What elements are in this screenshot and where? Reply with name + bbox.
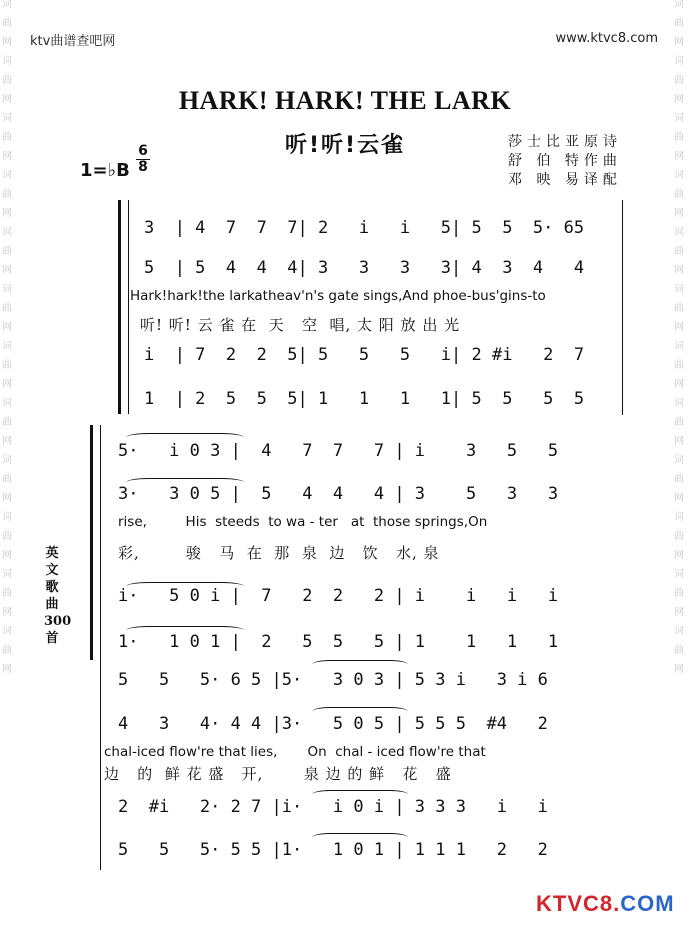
watermark-glyph: 词 — [674, 227, 684, 238]
watermark-glyph: 网 — [674, 37, 684, 48]
watermark-glyph: 词 — [674, 626, 684, 637]
watermark-glyph: 网 — [674, 151, 684, 162]
watermark-glyph: 曲 — [674, 531, 684, 542]
watermark-left — [2, 0, 16, 943]
watermark-glyph: 曲 — [674, 75, 684, 86]
watermark-glyph: 曲 — [2, 246, 12, 257]
watermark-glyph: 曲 — [2, 75, 12, 86]
system1-part2: 5 | 5 4 4 4| 3 3 3 3| 4 3 4 4 — [144, 258, 585, 278]
watermark-glyph: 曲 — [674, 132, 684, 143]
watermark-glyph: 网 — [2, 151, 12, 162]
system3-part4: 5 5 5· 5 5 |1· 1 0 1 | 1 1 1 2 2 — [118, 840, 548, 860]
system3-part1: 5 5 5· 6 5 |5· 3 0 3 | 5 3 i 3 i 6 — [118, 670, 548, 690]
watermark-glyph: 曲 — [2, 417, 12, 428]
watermark-glyph: 词 — [2, 341, 12, 352]
watermark-glyph: 网 — [674, 208, 684, 219]
system1-barline-left — [128, 200, 129, 414]
system2-lyric-english: rise, His steeds to wa - ter at those springs,On — [118, 514, 488, 530]
watermark-glyph: 词 — [2, 113, 12, 124]
watermark-glyph: 网 — [674, 493, 684, 504]
key-signature: 1=♭B — [80, 160, 130, 181]
watermark-glyph: 网 — [674, 322, 684, 333]
system3-barline-left — [100, 660, 101, 870]
watermark-glyph: 曲 — [2, 132, 12, 143]
system1-part4: 1 | 2 5 5 5| 1 1 1 1| 5 5 5 5 — [144, 389, 585, 409]
watermark-glyph: 曲 — [2, 588, 12, 599]
watermark-glyph: 曲 — [674, 645, 684, 656]
system1-lyric-chinese: 听! 听! 云 雀 在 天 空 唱, 太 阳 放 出 光 — [140, 316, 461, 334]
system-right-edge — [622, 200, 623, 415]
watermark-glyph: 曲 — [674, 18, 684, 29]
watermark-glyph: 曲 — [674, 474, 684, 485]
system3-lyric-chinese: 边 的 鲜 花 盛 开, 泉 边 的 鲜 花 盛 — [104, 765, 452, 783]
watermark-glyph: 词 — [674, 0, 684, 10]
site-name-left: ktv曲谱查吧网 — [30, 34, 116, 49]
ktvc8-logo — [536, 891, 675, 917]
watermark-glyph: 网 — [2, 550, 12, 561]
watermark-glyph: 曲 — [674, 417, 684, 428]
watermark-glyph: 曲 — [2, 360, 12, 371]
watermark-glyph: 曲 — [2, 189, 12, 200]
watermark-glyph: 曲 — [2, 18, 12, 29]
watermark-glyph: 网 — [2, 265, 12, 276]
watermark-glyph: 词 — [674, 113, 684, 124]
watermark-glyph: 词 — [2, 227, 12, 238]
meter-bottom: 8 — [138, 159, 148, 175]
credits — [508, 133, 622, 190]
credit-poet: 莎士比亚原诗 — [508, 134, 622, 150]
watermark-glyph: 词 — [674, 56, 684, 67]
system1-part1: 3 | 4 7 7 7| 2 i i 5| 5 5 5· 65 — [144, 218, 585, 238]
system3-lyric-english: chal-iced flow're that lies, On chal - iced flow're that — [104, 744, 486, 760]
watermark-glyph: 网 — [2, 607, 12, 618]
system2-part4: 1· 1 0 1 | 2 5 5 5 | 1 1 1 1 — [118, 632, 559, 652]
watermark-glyph: 网 — [2, 493, 12, 504]
watermark-glyph: 曲 — [2, 474, 12, 485]
watermark-glyph: 词 — [674, 284, 684, 295]
watermark-glyph: 词 — [2, 170, 12, 181]
watermark-glyph: 词 — [2, 512, 12, 523]
watermark-glyph: 词 — [2, 0, 12, 10]
watermark-glyph: 网 — [2, 208, 12, 219]
system2-part1: 5· i 0 3 | 4 7 7 7 | i 3 5 5 — [118, 441, 559, 461]
watermark-glyph: 词 — [2, 56, 12, 67]
meter-top: 6 — [138, 143, 148, 159]
time-signature — [136, 144, 150, 175]
watermark-glyph: 词 — [2, 398, 12, 409]
watermark-glyph: 曲 — [674, 303, 684, 314]
watermark-glyph: 网 — [674, 265, 684, 276]
watermark-glyph: 词 — [674, 341, 684, 352]
watermark-glyph: 网 — [2, 379, 12, 390]
logo-main: KTVC8 — [536, 891, 614, 916]
watermark-glyph: 网 — [2, 664, 12, 675]
system3-part3: 2 #i 2· 2 7 |i· i 0 i | 3 3 3 i i — [118, 797, 548, 817]
system2-part3: i· 5 0 i | 7 2 2 2 | i i i i — [118, 586, 559, 606]
watermark-glyph: 网 — [2, 37, 12, 48]
watermark-glyph: 词 — [2, 455, 12, 466]
system3-part2: 4 3 4· 4 4 |3· 5 0 5 | 5 5 5 #4 2 — [118, 714, 548, 734]
watermark-glyph: 曲 — [674, 189, 684, 200]
logo-tld: COM — [620, 891, 675, 916]
watermark-glyph: 网 — [674, 550, 684, 561]
watermark-glyph: 词 — [2, 569, 12, 580]
watermark-glyph: 曲 — [2, 645, 12, 656]
system1-part3: i | 7 2 2 5| 5 5 5 i| 2 #i 2 7 — [144, 345, 585, 365]
watermark-glyph: 网 — [674, 664, 684, 675]
watermark-glyph: 词 — [2, 284, 12, 295]
watermark-right — [674, 0, 688, 943]
watermark-glyph: 词 — [674, 512, 684, 523]
watermark-glyph: 曲 — [2, 531, 12, 542]
site-url-right: www.ktvc8.com — [555, 31, 658, 46]
watermark-glyph: 网 — [674, 436, 684, 447]
credit-composer: 舒 伯 特作曲 — [508, 153, 622, 169]
book-title-vertical: 英文歌曲300首 — [44, 546, 72, 646]
watermark-glyph: 网 — [674, 607, 684, 618]
system3-slur-1 — [312, 660, 408, 669]
system2-part2: 3· 3 0 5 | 5 4 4 4 | 3 5 3 3 — [118, 484, 559, 504]
logo-dot: . — [613, 891, 621, 916]
watermark-glyph: 曲 — [2, 303, 12, 314]
system2-lyric-chinese: 彩, 骏 马 在 那 泉 边 饮 水, 泉 — [118, 544, 440, 562]
watermark-glyph: 网 — [2, 94, 12, 105]
watermark-glyph: 词 — [674, 569, 684, 580]
watermark-glyph: 词 — [674, 455, 684, 466]
watermark-glyph: 曲 — [674, 246, 684, 257]
watermark-glyph: 词 — [674, 398, 684, 409]
watermark-glyph: 网 — [2, 322, 12, 333]
song-title-english: HARK! HARK! THE LARK — [178, 86, 512, 115]
watermark-glyph: 网 — [674, 379, 684, 390]
watermark-glyph: 网 — [2, 436, 12, 447]
watermark-glyph: 曲 — [674, 588, 684, 599]
system2-barline-left — [100, 425, 101, 660]
system1-lyric-english: Hark!hark!the larkatheav'n's gate sings,And phoe-bus'gins-to — [130, 288, 546, 304]
watermark-glyph: 词 — [2, 626, 12, 637]
watermark-glyph: 词 — [674, 170, 684, 181]
watermark-glyph: 网 — [674, 94, 684, 105]
song-title-chinese: 听!听!云雀 — [285, 133, 406, 158]
credit-translator: 邓 映 易译配 — [508, 172, 622, 188]
watermark-glyph: 曲 — [674, 360, 684, 371]
